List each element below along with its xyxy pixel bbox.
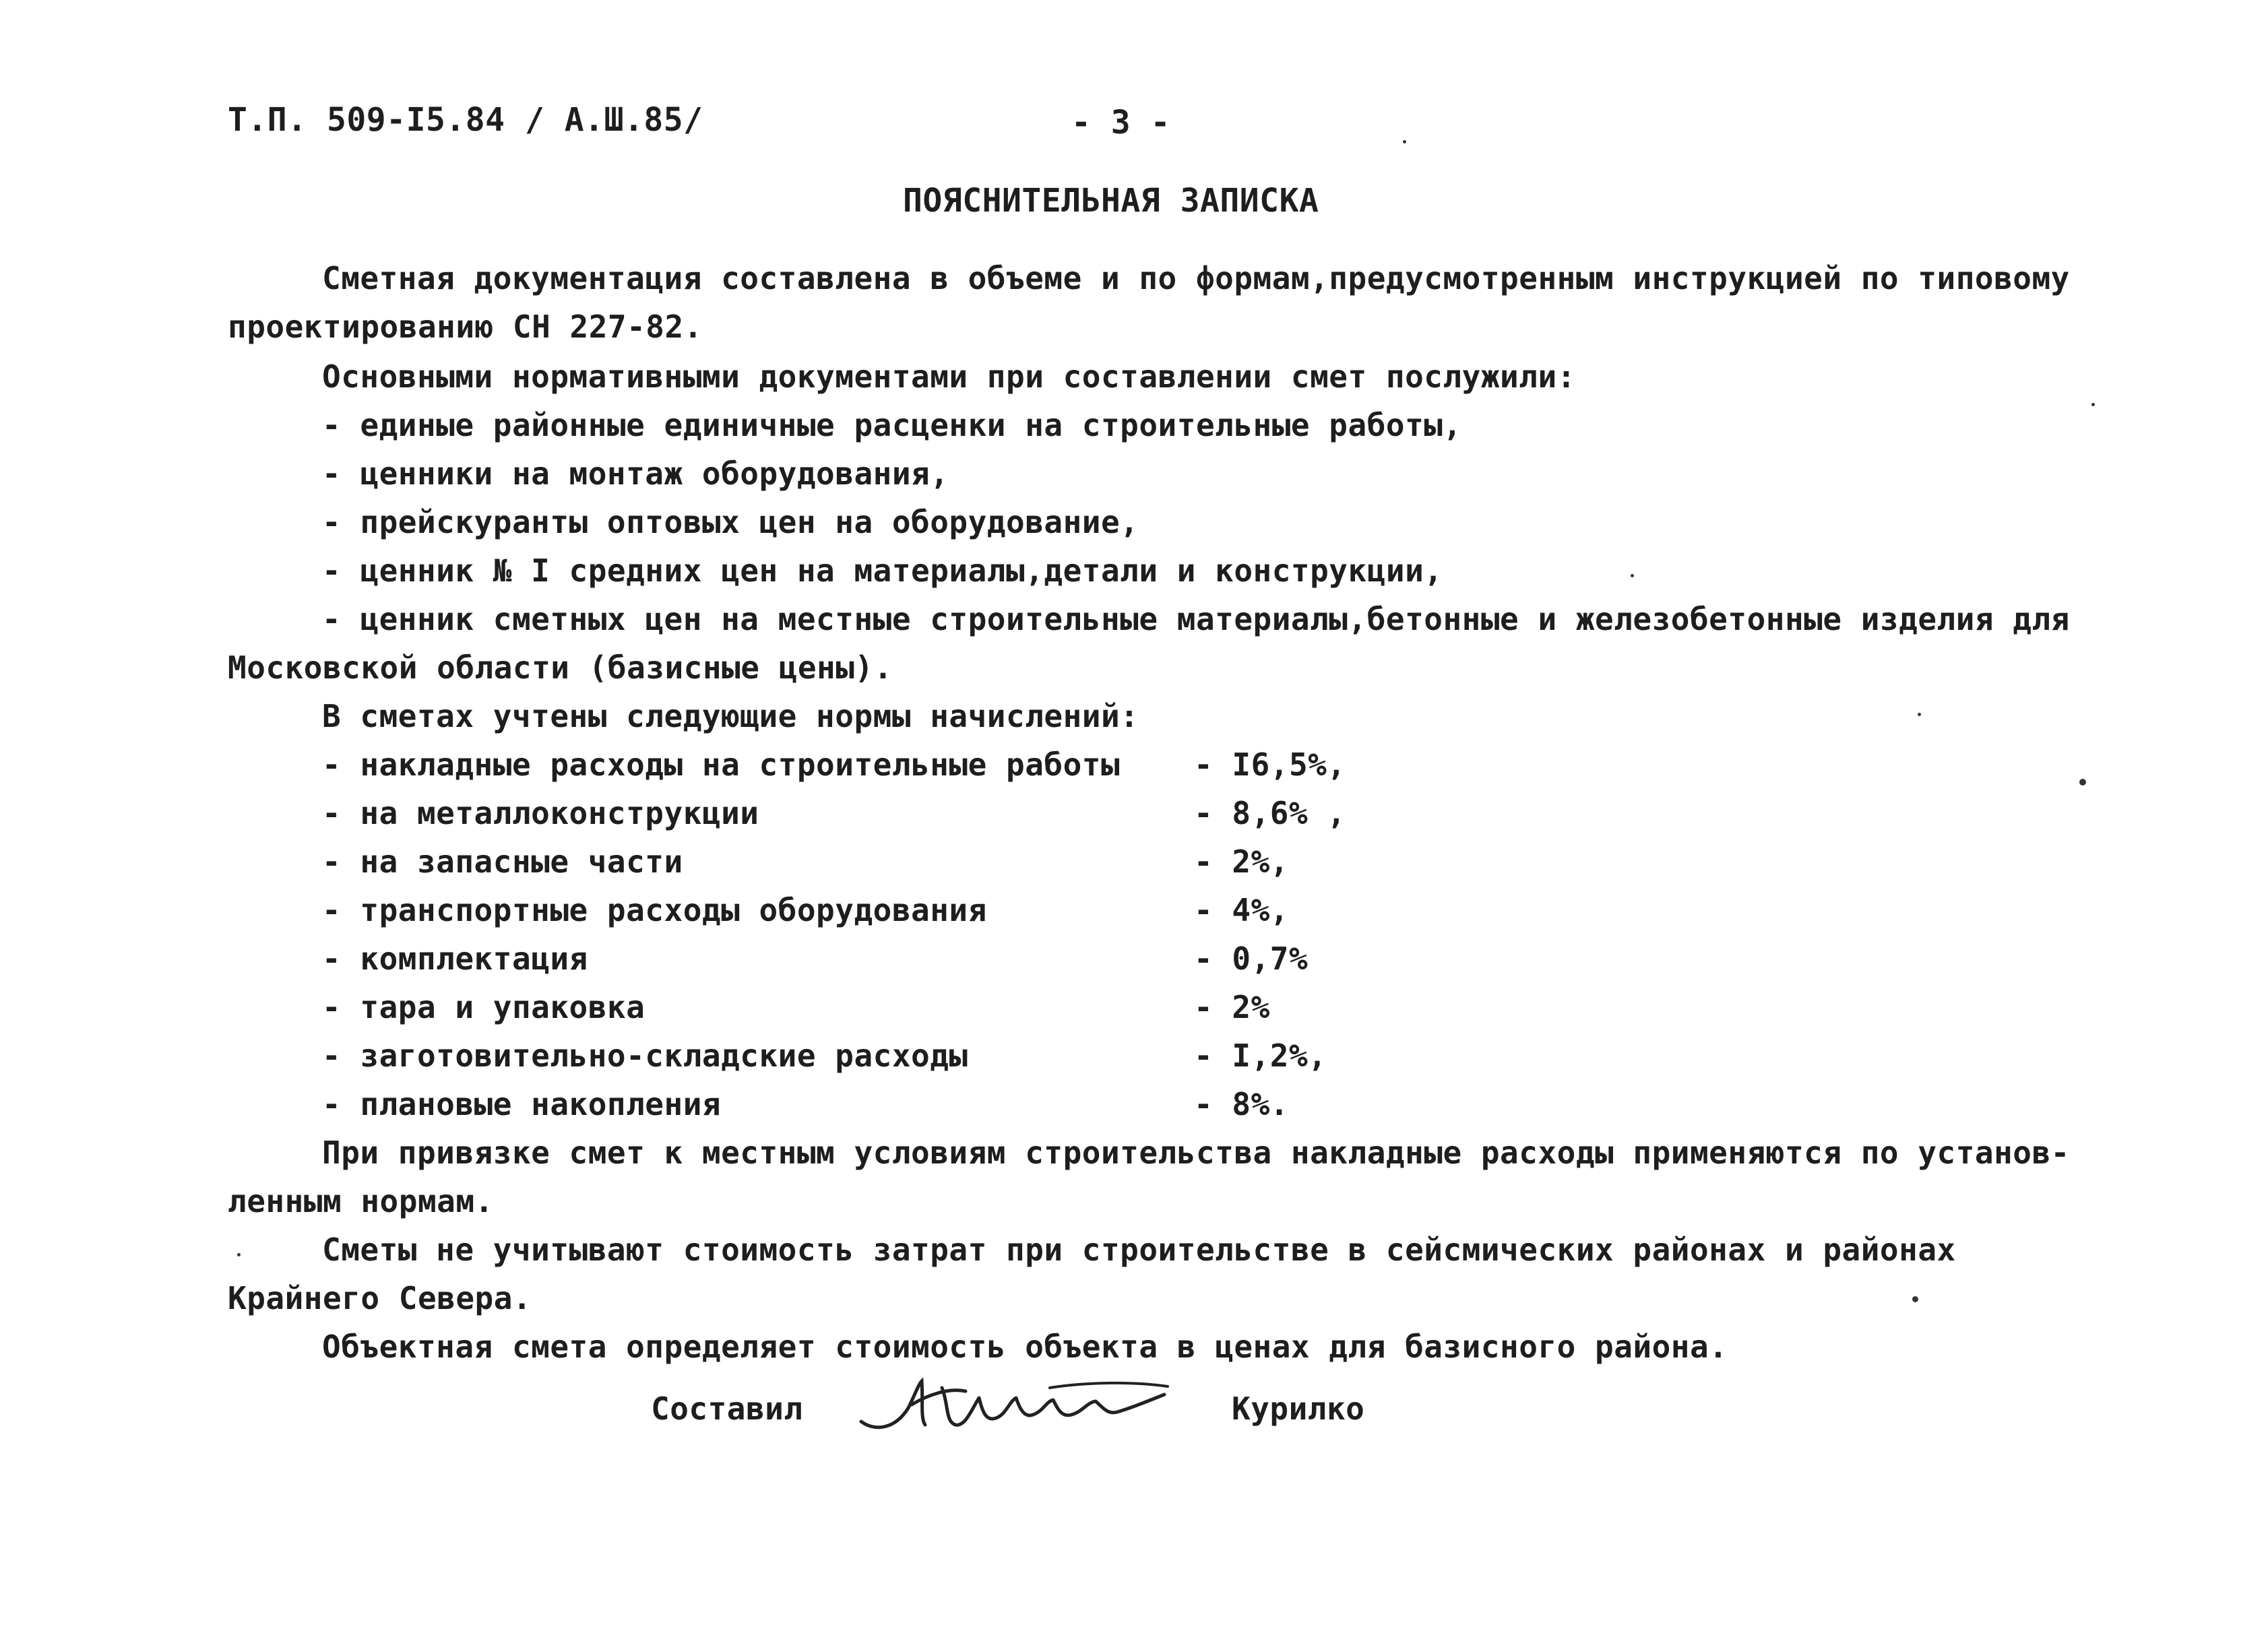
norms-heading: В сметах учтены следующие нормы начислений: (322, 698, 1139, 734)
binding-note-line-2: ленным нормам. (228, 1183, 494, 1219)
object-estimate-note: Объектная смета определяет стоимость объекта в ценах для базисного района. (322, 1329, 1728, 1365)
scan-speck (1403, 140, 1406, 143)
norm-value: - I6,5%, (1194, 746, 1346, 783)
document-code: Т.П. 509-I5.84 / А.Ш.85/ (228, 101, 703, 139)
scan-speck (237, 1253, 241, 1256)
norm-label: - комплектация (322, 940, 588, 977)
binding-note-line-1: При привязке смет к местным условиям строительства накладные расходы применяются по установ- (322, 1134, 2070, 1171)
scan-speck (1918, 713, 1921, 716)
norm-value: - 2%, (1194, 843, 1289, 880)
seismic-note-line-2: Крайнего Севера. (228, 1280, 532, 1316)
sources-item: - ценники на монтаж оборудования, (322, 455, 949, 492)
handwritten-signature (848, 1368, 1178, 1442)
norm-label: - плановые накопления (322, 1086, 722, 1122)
sources-item: - единые районные единичные расценки на строительные работы, (322, 407, 1462, 443)
signature-name: Курилко (1232, 1390, 1365, 1427)
norm-value: - 8,6% , (1194, 795, 1346, 831)
sources-item-continuation: Московской области (базисные цены). (228, 649, 893, 686)
seismic-note-line-1: Сметы не учитывают стоимость затрат при строительстве в сейсмических районах и районах (322, 1232, 1956, 1268)
scan-speck (1912, 1296, 1918, 1302)
norm-label: - накладные расходы на строительные работы (322, 746, 1121, 783)
norm-label: - на металлоконструкции (322, 795, 759, 831)
sources-item: - прейскуранты оптовых цен на оборудование, (322, 504, 1139, 540)
sources-heading: Основными нормативными документами при составлении смет послужили: (322, 358, 1576, 395)
norm-label: - транспортные расходы оборудования (322, 892, 987, 928)
norm-value: - I,2%, (1194, 1037, 1327, 1074)
norm-label: - тара и упаковка (322, 989, 645, 1025)
sources-item: - ценник № I средних цен на материалы,детали и конструкции, (322, 552, 1443, 589)
intro-line-2: проектированию СН 227-82. (228, 309, 703, 345)
page-title: ПОЯСНИТЕЛЬНАЯ ЗАПИСКА (903, 182, 1319, 220)
signature-label: Составил (651, 1390, 803, 1427)
norm-label: - заготовительно-складские расходы (322, 1037, 968, 1074)
scan-speck (2091, 403, 2095, 406)
norm-label: - на запасные части (322, 843, 683, 880)
norm-value: - 0,7% (1194, 940, 1309, 977)
norm-value: - 8%. (1194, 1086, 1289, 1122)
norm-value: - 2% (1194, 989, 1270, 1025)
page-number: - 3 - (1071, 104, 1170, 141)
intro-line-1: Сметная документация составлена в объеме и по формам,предусмотренным инструкцией по типовому (322, 260, 2070, 296)
norm-value: - 4%, (1194, 892, 1289, 928)
scan-speck (2079, 779, 2086, 786)
sources-item: - ценник сметных цен на местные строительные материалы,бетонные и железобетонные изделия для (322, 601, 2070, 637)
scan-speck (1631, 574, 1634, 577)
